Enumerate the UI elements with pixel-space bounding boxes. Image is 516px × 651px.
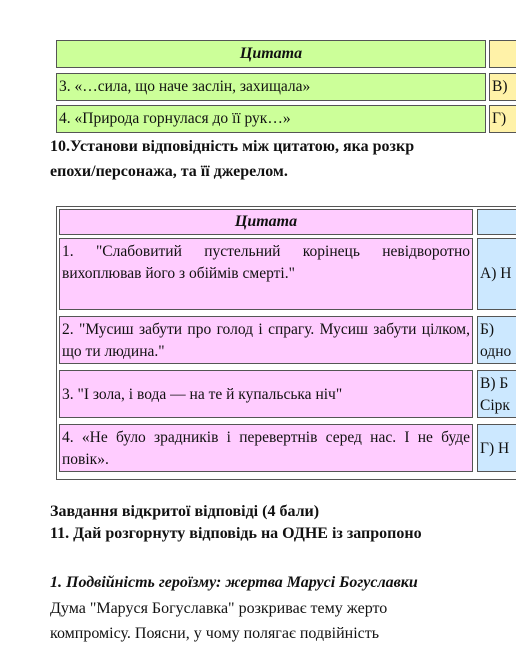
table2-row-quote: 4. «Не було зрадників і перевертнів серед нас. І не буде повік». bbox=[59, 424, 473, 472]
answer-line: Сірк bbox=[480, 397, 510, 414]
table2-row-answer bbox=[477, 370, 516, 418]
paragraph-line: компромісу. Поясни, у чому полягає подвійність bbox=[50, 625, 380, 642]
answer-line: А) Н bbox=[480, 265, 512, 282]
table1-header-answer bbox=[489, 40, 516, 68]
paragraph-line: Дума "Маруся Богуславка" розкриває тему жерто bbox=[50, 600, 388, 617]
table2-row-answer bbox=[477, 424, 516, 472]
open-task-title: Завдання відкритої відповіді (4 бали) bbox=[50, 503, 320, 520]
table2-row-quote: 2. "Мусиш забути про голод і спрагу. Мусиш забути цілком, що ти людина." bbox=[59, 316, 473, 364]
answer-line: одно bbox=[480, 343, 512, 360]
task10-heading-line1: 10.Установи відповідність між цитатою, яка розкр bbox=[50, 138, 415, 155]
table1-header-quote: Цитата bbox=[56, 40, 486, 68]
table2-row-quote: 3. "І зола, і вода — на те й купальська ніч" bbox=[59, 370, 473, 418]
table2-row-answer bbox=[477, 316, 516, 364]
table2-header-answer bbox=[477, 209, 516, 235]
table2-header-quote: Цитата bbox=[59, 209, 473, 235]
table1-row-quote: 4. «Природа горнулася до її рук…» bbox=[56, 105, 486, 133]
answer-line: Б) bbox=[480, 321, 495, 338]
task10-heading-line2: епохи/персонажа, та її джерелом. bbox=[50, 163, 288, 180]
answer-line: Г) Н bbox=[480, 440, 510, 457]
table2-row-answer bbox=[477, 238, 516, 310]
table1-row-answer: Г) bbox=[489, 105, 516, 133]
answer-line: В) Б bbox=[480, 375, 509, 392]
table1-row-answer: В) bbox=[489, 73, 516, 101]
table1-row-quote: 3. «…сила, що наче заслін, захищала» bbox=[56, 73, 486, 101]
option1-title: 1. Подвійність героїзму: жертва Марусі Богуславки bbox=[50, 574, 418, 591]
task11-heading: 11. Дай розгорнуту відповідь на ОДНЕ із запропоно bbox=[50, 525, 422, 542]
table2-row-quote: 1. "Слабовитий пустельний корінець невідворотно вихоплював його з обіймів смерті." bbox=[59, 238, 473, 310]
